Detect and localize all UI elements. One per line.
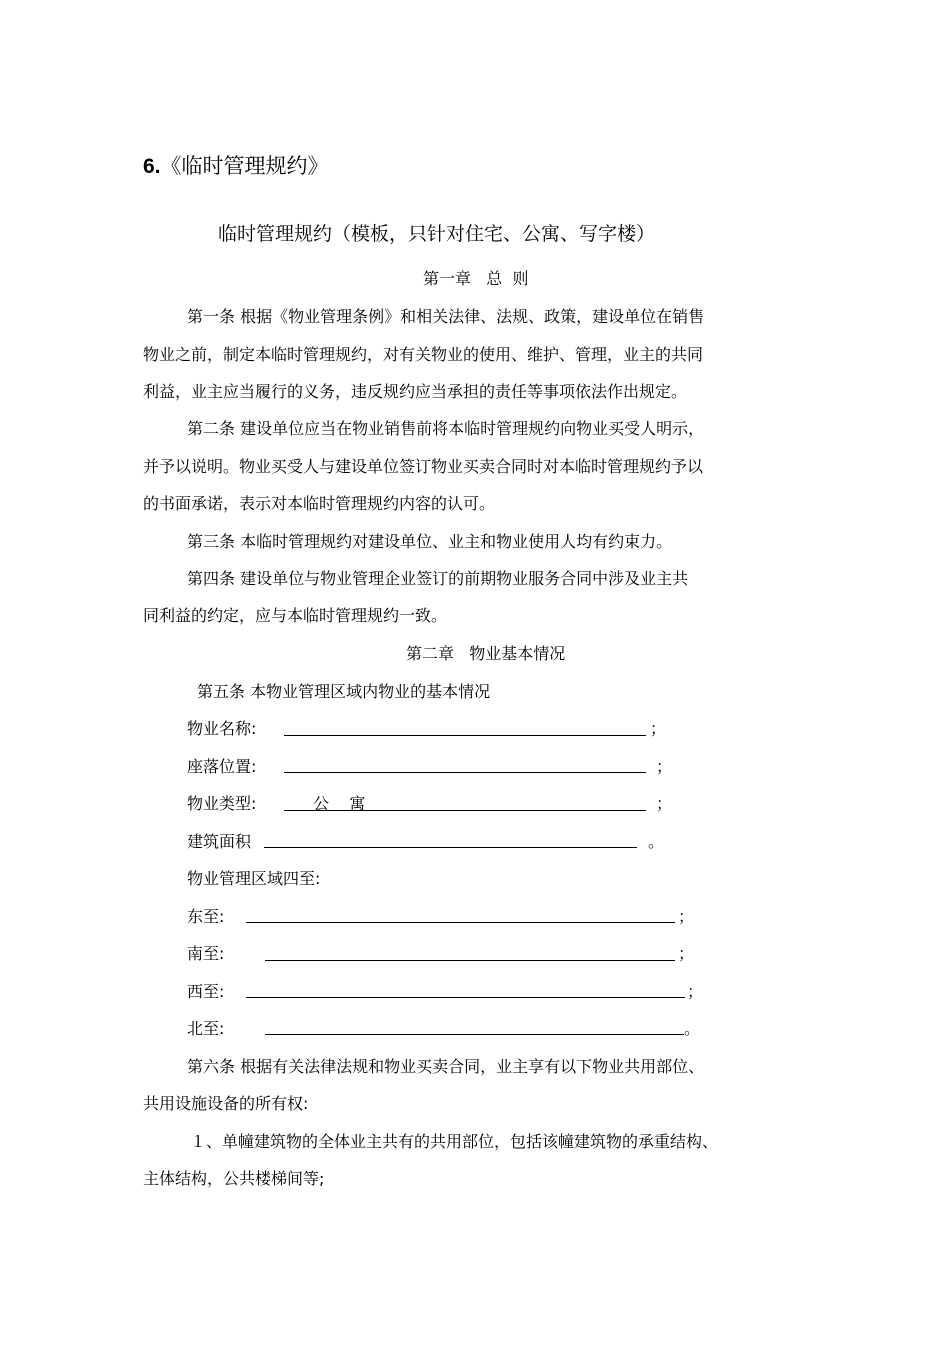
location-semicolon: ； — [656, 757, 673, 776]
article-4-line-1: 第四条 建设单位与物业管理企业签订的前期物业服务合同中涉及业主共 — [187, 569, 689, 588]
property-name-label: 物业名称: — [187, 719, 257, 738]
north-label: 北至: — [187, 1019, 225, 1038]
west-semicolon: ； — [687, 982, 704, 1001]
chapter-2-label: 第二章 — [406, 644, 455, 663]
boundary-label: 物业管理区域四至: — [187, 869, 321, 888]
floor-area-blank[interactable] — [264, 847, 637, 848]
property-name-semicolon: ； — [650, 719, 667, 738]
article-2-line-2: 并予以说明。物业买受人与建设单位签订物业买卖合同时对本临时管理规约予以 — [143, 457, 704, 476]
article-1-line-2: 物业之前，制定本临时管理规约，对有关物业的使用、维护、管理，业主的共同 — [143, 345, 704, 364]
property-type-label: 物业类型: — [187, 794, 257, 813]
east-semicolon: ； — [678, 907, 695, 926]
chapter-1-name: 总 则 — [486, 269, 529, 288]
east-blank[interactable] — [246, 922, 675, 923]
article-2-line-1: 第二条 建设单位应当在物业销售前将本临时管理规约向物业买受人明示， — [187, 419, 705, 438]
article-6-line-1: 第六条 根据有关法律法规和物业买卖合同，业主享有以下物业共用部位、 — [187, 1057, 705, 1076]
east-label: 东至: — [187, 907, 225, 926]
floor-area-period: 。 — [648, 832, 665, 851]
west-blank[interactable] — [246, 997, 685, 998]
property-type-value: 公 寓 — [313, 794, 366, 813]
property-type-semicolon: ； — [656, 794, 673, 813]
location-blank[interactable] — [284, 772, 646, 773]
section-heading — [143, 150, 329, 180]
article-3-line-1: 第三条 本临时管理规约对建设单位、业主和物业使用人均有约束力。 — [187, 532, 673, 551]
article-4-line-2: 同利益的约定，应与本临时管理规约一致。 — [143, 606, 448, 625]
chapter-2-heading — [406, 641, 565, 664]
item-1-line-2: 主体结构，公共楼梯间等; — [143, 1169, 325, 1188]
article-5-line-1: 第五条 本物业管理区域内物业的基本情况 — [197, 682, 491, 701]
property-name-blank[interactable] — [284, 735, 646, 736]
south-semicolon: ； — [678, 944, 695, 963]
north-period: 。 — [684, 1019, 701, 1038]
location-label: 座落位置: — [187, 757, 257, 776]
floor-area-label: 建筑面积 — [187, 832, 252, 851]
section-number: 6. — [143, 155, 161, 178]
chapter-2-name: 物业基本情况 — [469, 644, 566, 663]
article-1-line-3: 利益，业主应当履行的义务，违反规约应当承担的责任等事项依法作出规定。 — [143, 382, 688, 401]
north-blank[interactable] — [265, 1034, 684, 1035]
document-title: 临时管理规约（模板，只针对住宅、公寓、写字楼） — [218, 223, 656, 245]
south-blank[interactable] — [265, 960, 675, 961]
article-2-line-3: 的书面承诺，表示对本临时管理规约内容的认可。 — [143, 494, 496, 513]
article-1-line-1: 第一条 根据《物业管理条例》和相关法律、法规、政策，建设单位在销售 — [187, 307, 705, 326]
west-label: 西至: — [187, 982, 225, 1001]
section-title: 《临时管理规约》 — [160, 154, 329, 178]
south-label: 南至: — [187, 944, 225, 963]
chapter-1-heading — [423, 266, 528, 289]
item-1-line-1: １、单幢建筑物的全体业主共有的共用部位，包括该幢建筑物的承重结构、 — [190, 1132, 719, 1151]
chapter-1-label: 第一章 — [423, 269, 472, 288]
article-6-line-2: 共用设施设备的所有权: — [143, 1094, 309, 1113]
